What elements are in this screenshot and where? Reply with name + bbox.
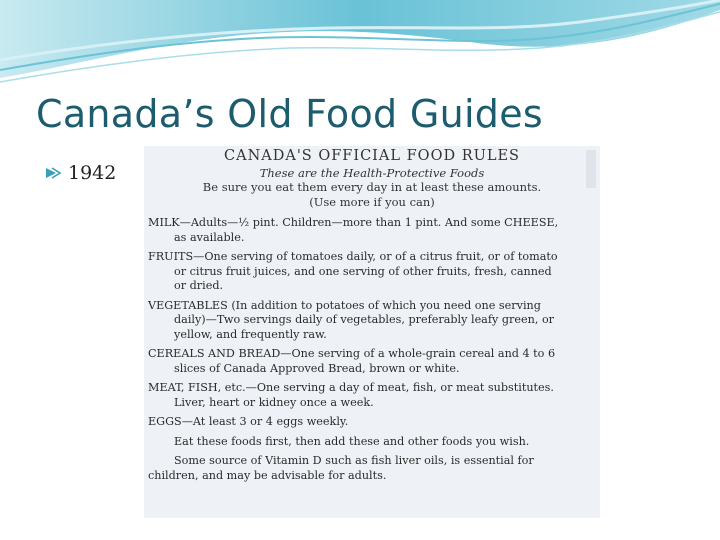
bullet-text: 1942: [68, 162, 117, 184]
rule-line: Liver, heart or kidney once a week.: [174, 395, 374, 409]
slide-title: Canada’s Old Food Guides: [36, 92, 544, 136]
header-wave-decoration: [0, 0, 720, 90]
doc-vitamin-d-note: [148, 454, 596, 483]
doc-subtitle: These are the Health-Protective Foods: [259, 166, 485, 180]
bullet-item-1942: [44, 162, 116, 184]
rules-list: [148, 216, 596, 430]
rule-eggs: [148, 415, 596, 430]
rule-line: yellow, and frequently raw.: [174, 327, 327, 341]
bullet-mark-icon: [44, 165, 62, 181]
doc-title: CANADA'S OFFICIAL FOOD RULES: [224, 148, 520, 164]
rule-line: MILK—Adults—½ pint. Children—more than 1 pint. And some CHEESE,: [148, 216, 559, 229]
rule-line: FRUITS—One serving of tomatoes daily, or of a citrus fruit, or of tomato: [148, 250, 558, 263]
rule-vegetables: [148, 299, 596, 343]
rule-line: or dried.: [174, 279, 224, 292]
rule-line: as available.: [174, 230, 245, 244]
rule-line: or citrus fruit juices, and one serving of other fruits, fresh, canned: [174, 264, 552, 278]
rule-line: CEREALS AND BREAD—One serving of a whole-grain cereal and 4 to 6: [148, 347, 556, 360]
food-rules-scan: [144, 146, 600, 518]
doc-footer-note: Eat these foods first, then add these and other foods you wish.: [174, 434, 530, 448]
doc-intro-1: Be sure you eat them every day in at least these amounts.: [202, 180, 542, 194]
rule-line: MEAT, FISH, etc.—One serving a day of meat, fish, or meat substitutes.: [148, 381, 554, 394]
rule-line: VEGETABLES (In addition to potatoes of which you need one serving: [148, 298, 541, 312]
footer-line: Some source of Vitamin D such as fish liver oils, is essential for: [174, 454, 534, 467]
rule-line: EGGS—At least 3 or 4 eggs weekly.: [148, 415, 349, 428]
scan-edge-mark: [586, 150, 596, 188]
rule-fruits: [148, 250, 596, 294]
rule-milk: [148, 216, 596, 245]
rule-line: daily)—Two servings daily of vegetables, preferably leafy green, or: [174, 313, 555, 326]
rule-meat-fish: [148, 381, 596, 410]
rule-line: slices of Canada Approved Bread, brown or white.: [174, 361, 460, 375]
rule-cereals-bread: [148, 347, 596, 376]
footer-line: children, and may be advisable for adults.: [148, 468, 387, 482]
doc-intro-2: (Use more if you can): [309, 195, 435, 209]
